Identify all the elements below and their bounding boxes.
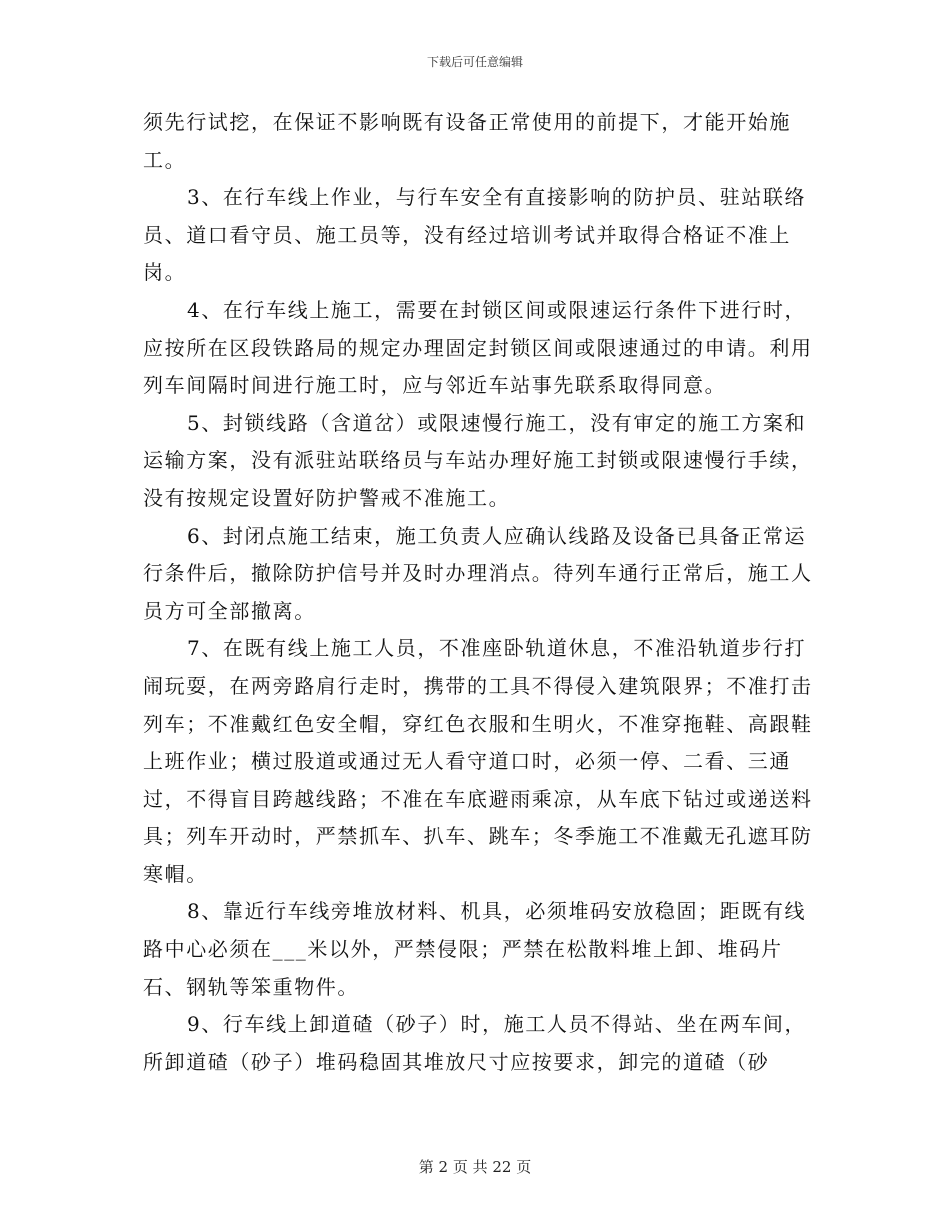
paragraph-item-9: 9、行车线上卸道碴（砂子）时，施工人员不得站、坐在两车间，所卸道碴（砂子）堆码稳固其堆放尺寸应按要求，卸完的道碴（砂 [143,1012,807,1074]
paragraph-continuation: 须先行试挖，在保证不影响既有设备正常使用的前提下，才能开始施工。 [143,110,791,172]
paragraph-item-3: 3、在行车线上作业，与行车安全有直接影响的防护员、驻站联络员、道口看守员、施工员等，没有经过培训考试并取得合格证不准上岗。 [143,185,807,285]
page-header-note: 下载后可任意编辑 [426,55,523,69]
document-body [143,104,823,1081]
page-number-footer: 第 2 页 共 22 页 [418,1158,532,1176]
paragraph-item-6: 6、封闭点施工结束，施工负责人应确认线路及设备已具备正常运行条件后，撤除防护信号并及时办理消点。待列车通行正常后，施工人员方可全部撤离。 [143,523,813,623]
paragraph-item-5: 5、封锁线路（含道岔）或限速慢行施工，没有审定的施工方案和运输方案，没有派驻站联络员与车站办理好施工封锁或限速慢行手续，没有按规定设置好防护警戒不准施工。 [143,410,813,510]
paragraph-item-8: 8、靠近行车线旁堆放材料、机具，必须堆码安放稳固；距既有线路中心必须在___米以外，严禁侵限；严禁在松散料堆上卸、堆码片石、钢轨等笨重物件。 [143,899,807,999]
paragraph-item-7: 7、在既有线上施工人员，不准座卧轨道休息，不准沿轨道步行打闹玩耍，在两旁路肩行走时，携带的工具不得侵入建筑限界；不准打击列车；不准戴红色安全帽，穿红色衣服和生明火，不准穿拖鞋、高跟鞋上班作业；横过股道或通过无人看守道口时，必须一停、二看、三通过，不得盲目跨越线路；不准在车底避雨乘凉，从车底下钻过或递送料具；列车开动时，严禁抓车、扒车、跳车；冬季施工不准戴无孔遮耳防寒帽。 [143,636,813,886]
paragraph-item-4: 4、在行车线上施工，需要在封锁区间或限速运行条件下进行时，应按所在区段铁路局的规定办理固定封锁区间或限速通过的申请。利用列车间隔时间进行施工时，应与邻近车站事先联系取得同意。 [143,297,813,398]
